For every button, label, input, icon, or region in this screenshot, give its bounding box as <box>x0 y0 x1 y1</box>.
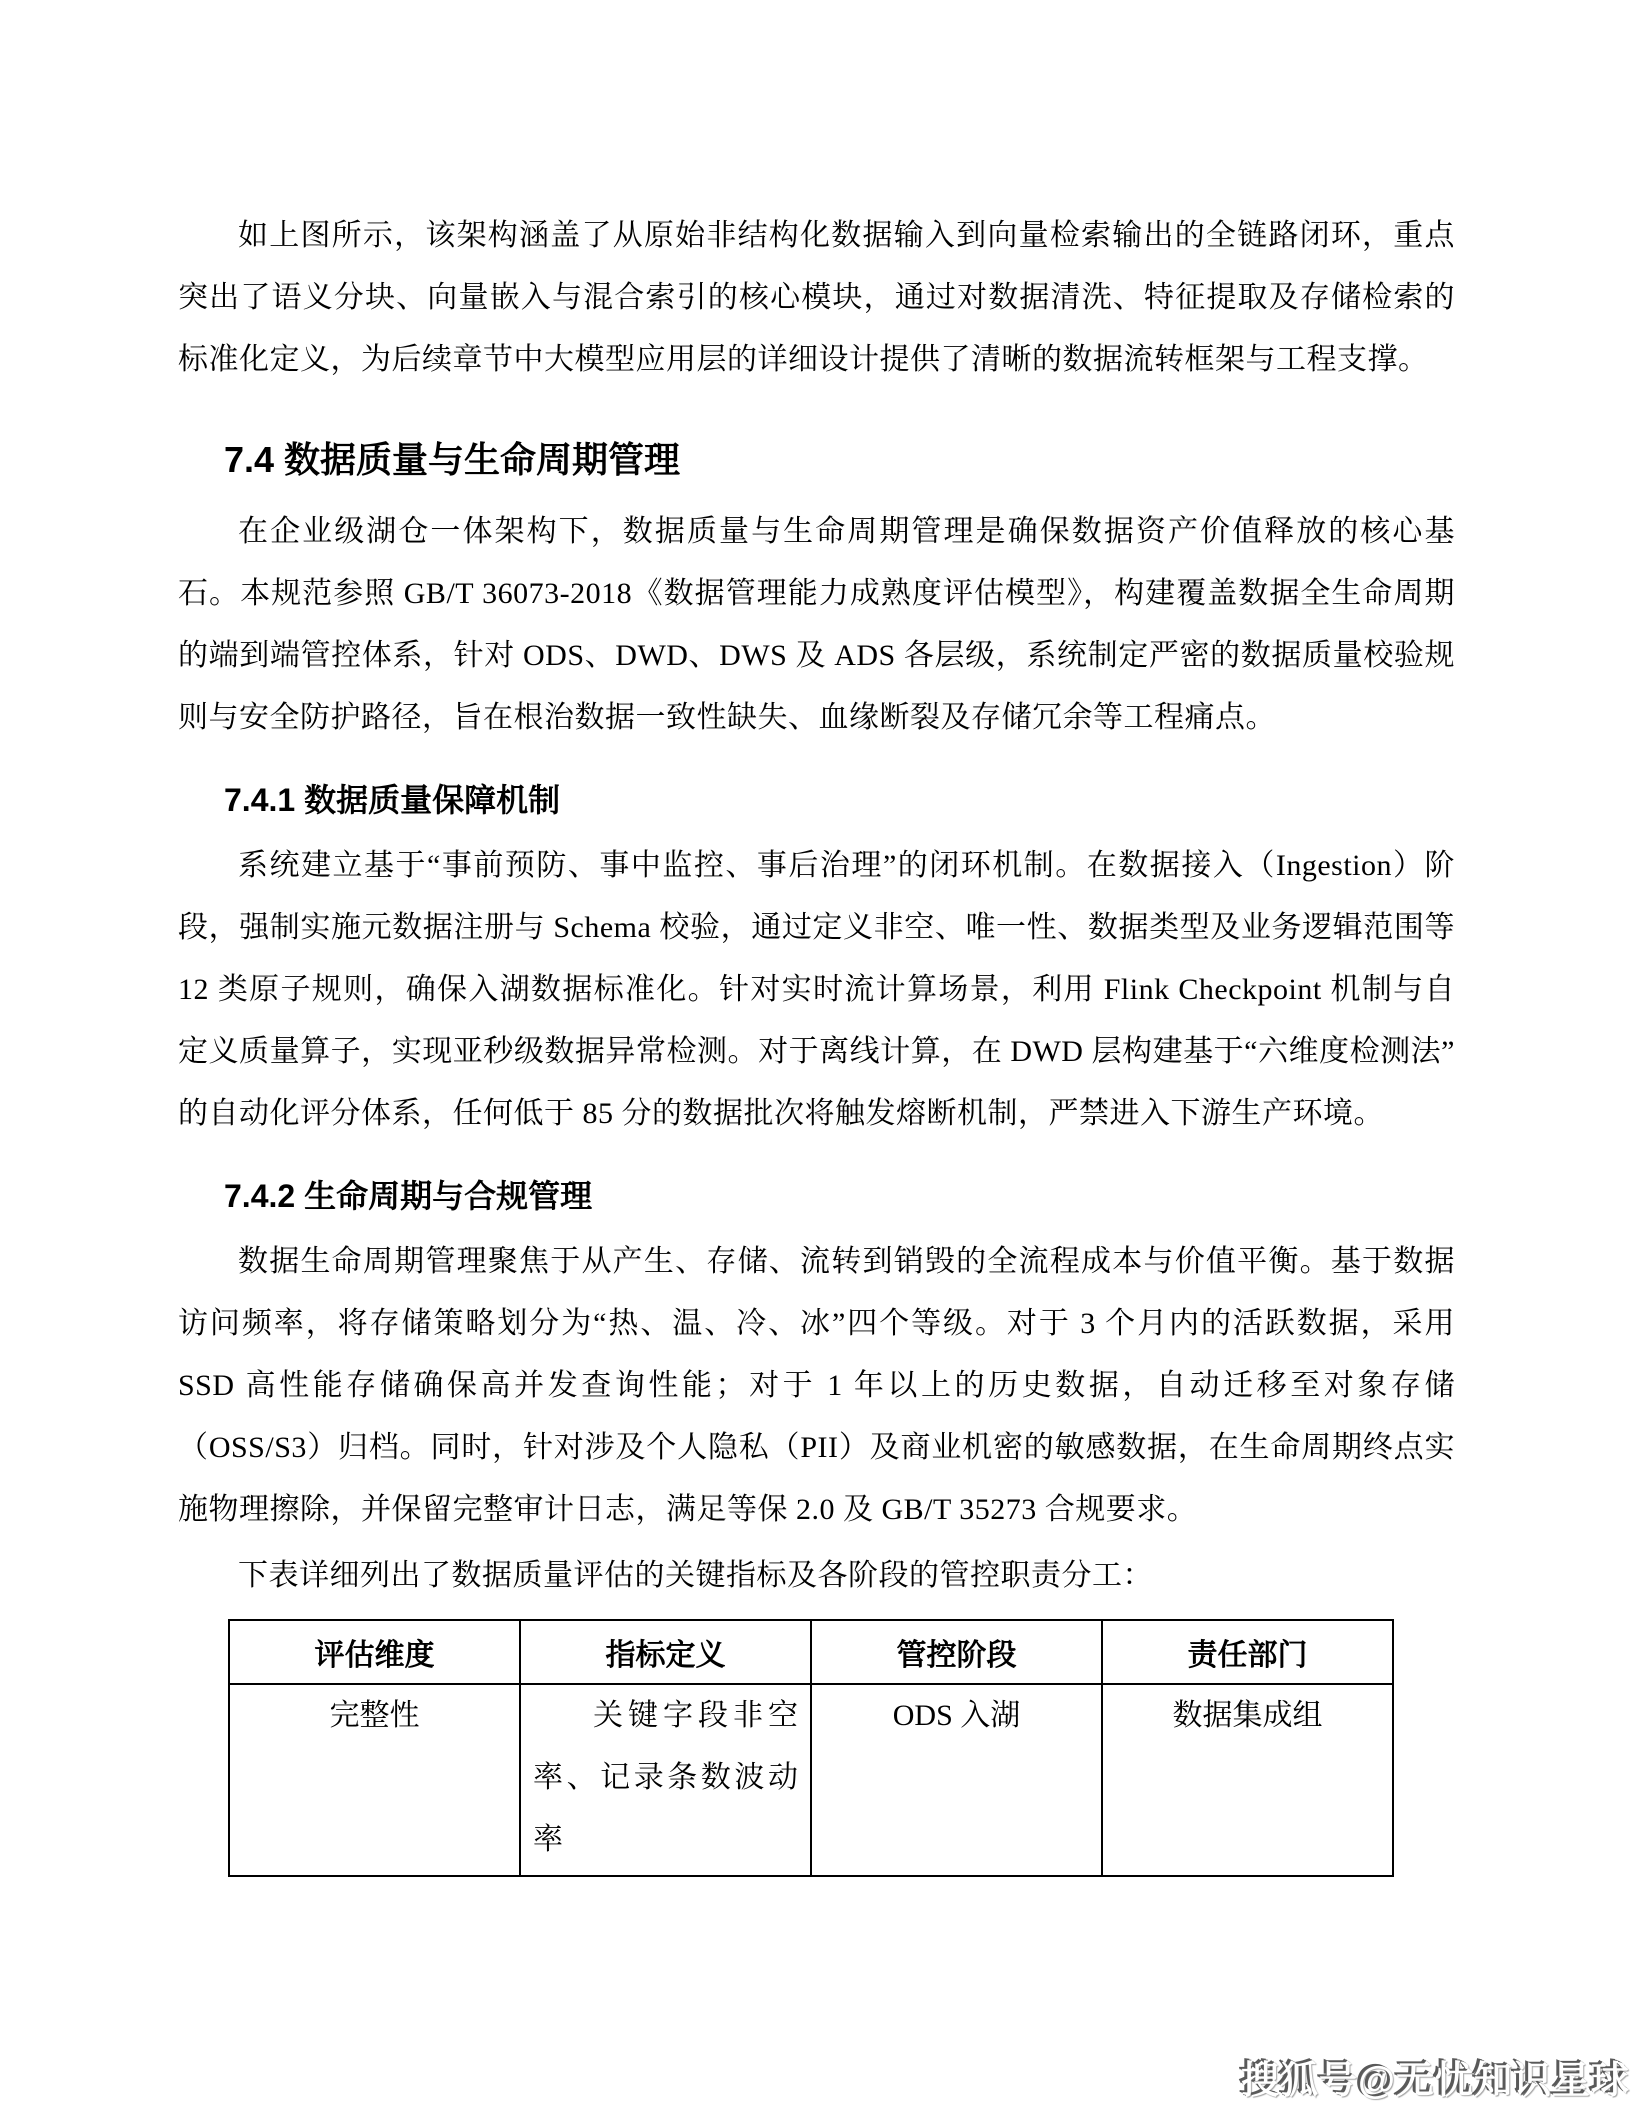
cell-metric-definition: 关键字段非空率、记录条数波动率 <box>520 1684 811 1876</box>
heading-7-4-2: 7.4.2 生命周期与合规管理 <box>224 1178 593 1214</box>
cell-responsible-dept: 数据集成组 <box>1102 1684 1393 1876</box>
paragraph-7-4-1: 系统建立基于“事前预防、事中监控、事后治理”的闭环机制。在数据接入（Ingestion）阶段，强制实施元数据注册与 Schema 校验，通过定义非空、唯一性、数据类型及业务逻辑范围等 12 类原子规则，确保入湖数据标准化。针对实时流计算场景，利用 Flink Checkpoint 机制与自定义质量算子，实现亚秒级数据异常检测。对于离线计算，在 DWD 层构建基于“六维度检测法”的自动化评分体系，任何低于 85 分的数据批次将触发熔断机制，严禁进入下游生产环境。 <box>178 849 1455 1130</box>
cell-dimension-completeness: 完整性 <box>229 1684 520 1876</box>
table-header-responsible-dept: 责任部门 <box>1102 1620 1393 1684</box>
table-intro-line: 下表详细列出了数据质量评估的关键指标及各阶段的管控职责分工： <box>238 1559 1153 1592</box>
cell-control-stage: ODS 入湖 <box>811 1684 1102 1876</box>
paragraph-architecture-summary: 如上图所示，该架构涵盖了从原始非结构化数据输入到向量检索输出的全链路闭环，重点突出了语义分块、向量嵌入与混合索引的核心模块，通过对数据清洗、特征提取及存储检索的标准化定义，为后续章节中大模型应用层的详细设计提供了清晰的数据流转框架与工程支撑。 <box>178 219 1455 376</box>
table-header-dimension: 评估维度 <box>229 1620 520 1684</box>
table-header-metric-definition: 指标定义 <box>520 1620 811 1684</box>
paragraph-7-4: 在企业级湖仓一体架构下，数据质量与生命周期管理是确保数据资产价值释放的核心基石。本规范参照 GB/T 36073-2018《数据管理能力成熟度评估模型》，构建覆盖数据全生命周期的端到端管控体系，针对 ODS、DWD、DWS 及 ADS 各层级，系统制定严密的数据质量校验规则与安全防护路径，旨在根治数据一致性缺失、血缘断裂及存储冗余等工程痛点。 <box>178 515 1455 734</box>
heading-7-4-1: 7.4.1 数据质量保障机制 <box>224 782 561 818</box>
quality-metrics-table <box>228 1619 1394 1877</box>
table-header-control-stage: 管控阶段 <box>811 1620 1102 1684</box>
heading-7-4: 7.4 数据质量与生命周期管理 <box>224 439 681 480</box>
sohu-watermark: 搜狐号@无忧知识星球 <box>1240 2060 1630 2102</box>
table-row <box>229 1684 1393 1876</box>
table-header-row <box>229 1620 1393 1684</box>
paragraph-7-4-2: 数据生命周期管理聚焦于从产生、存储、流转到销毁的全流程成本与价值平衡。基于数据访问频率，将存储策略划分为“热、温、冷、冰”四个等级。对于 3 个月内的活跃数据，采用 SSD 高性能存储确保高并发查询性能；对于 1 年以上的历史数据，自动迁移至对象存储（OSS/S3）归档。同时，针对涉及个人隐私（PII）及商业机密的敏感数据，在生命周期终点实施物理擦除，并保留完整审计日志，满足等保 2.0 及 GB/T 35273 合规要求。 <box>178 1245 1455 1526</box>
